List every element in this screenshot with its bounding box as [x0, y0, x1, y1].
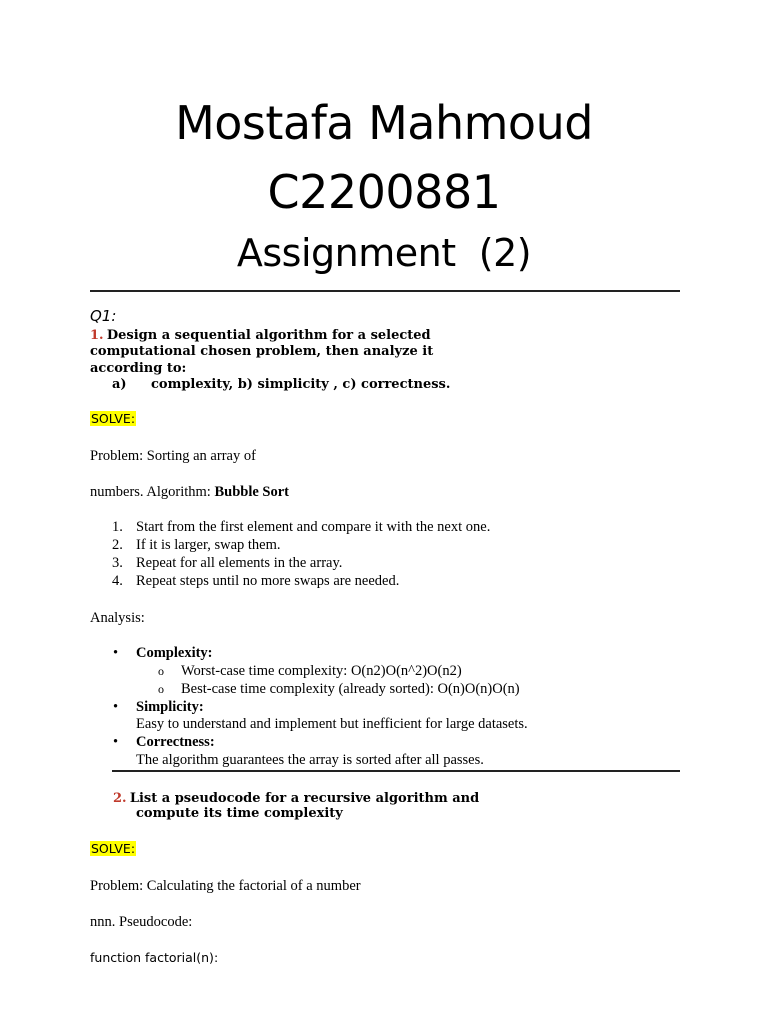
q2-number: 2.: [113, 791, 127, 806]
q2-question-line-2: compute its time complexity: [136, 806, 343, 821]
correctness-text: The algorithm guarantees the array is sorted after all passes.: [136, 752, 484, 768]
circle-bullet-icon: o: [158, 664, 164, 678]
q2-solve-label: [90, 840, 136, 858]
author-name: Mostafa Mahmoud: [175, 96, 593, 150]
complexity-best: Best-case time complexity (already sorted): O(n)O(n)O(n): [181, 681, 520, 697]
q2-problem: Problem: Calculating the factorial of a number: [90, 878, 361, 894]
q1-step-3-text: Repeat for all elements in the array.: [136, 555, 343, 571]
q1-question-line-1: [90, 327, 431, 345]
q1-step-2-num: 2.: [112, 537, 123, 553]
q1-step-3-num: 3.: [112, 555, 123, 571]
q2-question-text-1: List a pseudocode for a recursive algorithm and: [129, 791, 480, 806]
q1-question-line-3: according to:: [90, 361, 187, 376]
q1-algorithm-name: Bubble Sort: [214, 484, 290, 500]
q2-pseudocode-label: nnn. Pseudocode:: [90, 914, 193, 930]
q1-label: Q1:: [90, 307, 117, 325]
assignment-title: Assignment (2): [236, 231, 532, 275]
q1-step-1-text: Start from the first element and compare it with the next one.: [136, 519, 491, 535]
circle-bullet-icon: o: [158, 682, 164, 696]
divider-middle: [112, 770, 680, 772]
q1-solve-highlight: SOLVE:: [91, 411, 136, 426]
bullet-icon: •: [113, 734, 119, 750]
complexity-label: Complexity:: [136, 645, 213, 661]
q1-question-text-1: Design a sequential algorithm for a selected: [106, 328, 431, 343]
q1-step-4-text: Repeat steps until no more swaps are needed.: [136, 573, 400, 589]
q1-question-line-2: computational chosen problem, then analyze it: [90, 344, 434, 359]
simplicity-label: Simplicity:: [136, 699, 204, 715]
q1-solve-label: [90, 410, 136, 428]
q1-problem-line-1: Problem: Sorting an array of: [90, 448, 256, 464]
divider-top: [90, 290, 680, 292]
bullet-icon: •: [113, 645, 119, 661]
q1-sub-text: complexity, b) simplicity , c) correctness.: [151, 377, 451, 392]
simplicity-text: Easy to understand and implement but inefficient for large datasets.: [136, 716, 528, 732]
q2-question-line-1: [113, 790, 479, 808]
bullet-icon: •: [113, 699, 119, 715]
q1-problem-line-2: [90, 484, 289, 501]
q1-number: 1.: [90, 328, 104, 343]
q2-code-line: function factorial(n):: [90, 950, 219, 965]
correctness-label: Correctness:: [136, 734, 215, 750]
complexity-worst: Worst-case time complexity: O(n2)O(n^2)O(n2): [181, 663, 462, 679]
q1-step-1-num: 1.: [112, 519, 123, 535]
q1-step-4-num: 4.: [112, 573, 123, 589]
student-id: C2200881: [267, 165, 501, 219]
q1-algorithm-prefix: numbers. Algorithm:: [90, 484, 215, 500]
q2-solve-highlight: SOLVE:: [91, 841, 136, 856]
q1-analysis-label: Analysis:: [90, 610, 145, 626]
q1-sub-marker: a): [112, 377, 127, 392]
q1-step-2-text: If it is larger, swap them.: [136, 537, 281, 553]
